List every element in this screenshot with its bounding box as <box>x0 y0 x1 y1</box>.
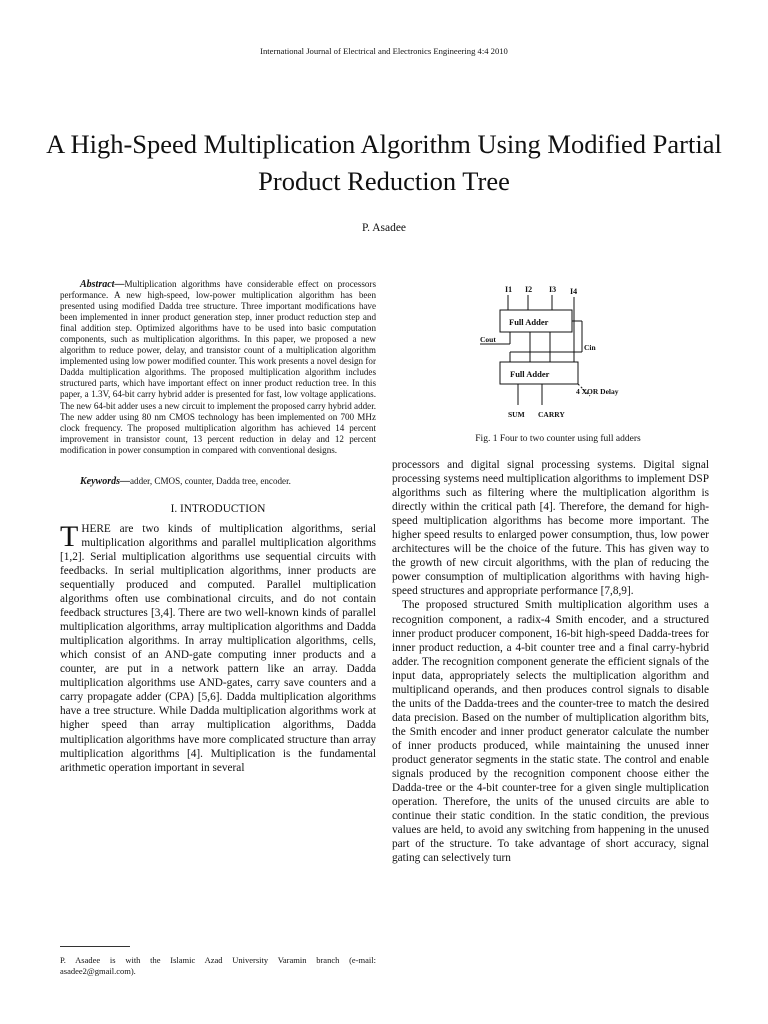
journal-header: International Journal of Electrical and Electronics Engineering 4:4 2010 <box>260 46 508 56</box>
left-column <box>60 279 376 775</box>
footnote: P. Asadee is with the Islamic Azad University Varamin branch (e-mail: asadee2@gmail.com). <box>60 955 376 976</box>
cout-label: Cout <box>480 335 496 344</box>
figure-1-counter-diagram <box>470 280 650 430</box>
paper-title: A High-Speed Multiplication Algorithm Using Modified Partial Product Reduction Tree <box>46 129 722 196</box>
introduction-text: HERE are two kinds of multiplication algorithms, serial multiplication algorithms and parallel multiplication algorithms [1,2]. Serial multiplication algorithms use sequential circuits with feedbacks. In serial multiplication algorithms, inner products are sequentially produced and computed. Parallel multiplication algorithms often use combinational circuits, and do not contain feedback structures [3,4]. There are two well-known kinds of parallel multiplication algorithms, array multiplication algorithms and Dadda multiplication algorithms. In array multiplication algorithms, cells, which consist of an AND-gate computing inner products and a counter, are put in a network pattern like an array. Dadda multiplication algorithms use AND-gates, carry save counters and a carry propagate adder (CPA) [5,6]. Dadda multiplication algorithms have a tree structure. While Dadda multiplication algorithms work at higher speed than array multiplication algorithms, Dadda multiplication algorithms have more complicated structure than array multiplication algorithms [4]. Multiplication is the fundamental arithmetic operation important in several <box>60 522 376 774</box>
abstract-label: Abstract— <box>80 279 125 290</box>
keywords <box>60 476 376 487</box>
input-label-i4: I4 <box>570 287 578 296</box>
carry-label: CARRY <box>538 410 565 419</box>
keywords-text: adder, CMOS, counter, Dadda tree, encoder. <box>130 475 291 486</box>
abstract <box>60 279 376 456</box>
author-name: P. Asadee <box>361 222 407 234</box>
delay-label: 4 XOR Delay <box>576 387 619 396</box>
input-label-i2: I2 <box>525 285 533 294</box>
right-paragraph-1: processors and digital signal processing systems. Digital signal processing systems need multiplication algorithms to implement DSP algorithms such as filtering where the multiplication algorithm is directly within the critical path [4]. Therefore, the demand for high-speed multiplication algorithms has become more important. The higher speed results to enlarged power consumption, thus, low power architectures will be the choice of the future. This has given way to the growth of new circuit algorithms, with the plan of reducing the power consumption of multiplication algorithms with having high-speed structures and appropriate performance [7,8,9]. <box>392 459 709 598</box>
section-heading-introduction: I. INTRODUCTION <box>170 502 266 515</box>
keywords-label: Keywords— <box>80 475 130 487</box>
drop-cap: T <box>60 519 79 553</box>
cin-label: Cin <box>584 343 596 352</box>
introduction-paragraph <box>60 519 376 775</box>
full-adder-1-label: Full Adder <box>509 317 549 327</box>
input-label-i3: I3 <box>549 285 557 294</box>
abstract-text: Multiplication algorithms have considerable effect on processors performance. A new high-speed, low-power multiplication algorithm has been presented using modified Dadda tree structure. Three important modifications have been implemented in inner product generation step, inner product reduction step and final addition step. Optimized algorithms have to be used into basic computation components, such as multiplication algorithms. In this paper, we proposed a new algorithm to reduce power, delay, and transistor count of a multiplication algorithm implemented using low power modified counter. This work presents a novel design for Dadda multiplication algorithms. The proposed multiplication algorithm includes structured parts, which have important effect on inner product reduction tree. In this paper, a 1.3V, 64-bit carry hybrid adder is presented for fast, low voltage applications. The new 64-bit adder uses a new circuit to implement the proposed carry hybrid adder. The new adder using 80 nm CMOS technology has been implemented on 700 MHz clock frequency. The proposed multiplication algorithm has achieved 14 percent improvement in transistor count, 13 percent reduction in delay and 12 percent modification in power consumption in compared with conventional designs. <box>60 279 376 455</box>
full-adder-2-label: Full Adder <box>510 369 550 379</box>
footnote-rule <box>60 946 130 947</box>
sum-label: SUM <box>508 410 525 419</box>
input-label-i1: I1 <box>505 285 513 294</box>
figure-1-caption: Fig. 1 Four to two counter using full adders <box>475 434 641 444</box>
right-column <box>392 458 709 865</box>
right-paragraph-2: The proposed structured Smith multiplication algorithm uses a recognition component, a radix-4 Smith encoder, and a structured inner product producer component, 16-bit high-speed Dadda-trees for inner product reduction, a 4-bit counter tree and a final carry-hybrid adder. The recognition component generate the efficient signals of the input data, appropriately selects the multiplication algorithm and multiplicand operands, and then produces control signals to disable the units of the Dadda-trees and the counter-tree to match the desired data precision. Based on the number of multiplication algorithm bits, the Smith encoder and inner product generator calculate the number of inner products produced, while maintaining the unused inner product generator segments in the static state. The control and enable signals produced by the recognition component choose either the Dadda-tree or the 4-bit counter-tree for a given single multiplication operation. Therefore, the units of the unused circuits are able to continue their static condition. In the static condition, the previous values are held, to avoid any switching from happening in the unused part of the structure. To take advantage of short accuracy, signal gating can selectively turn <box>392 599 709 865</box>
